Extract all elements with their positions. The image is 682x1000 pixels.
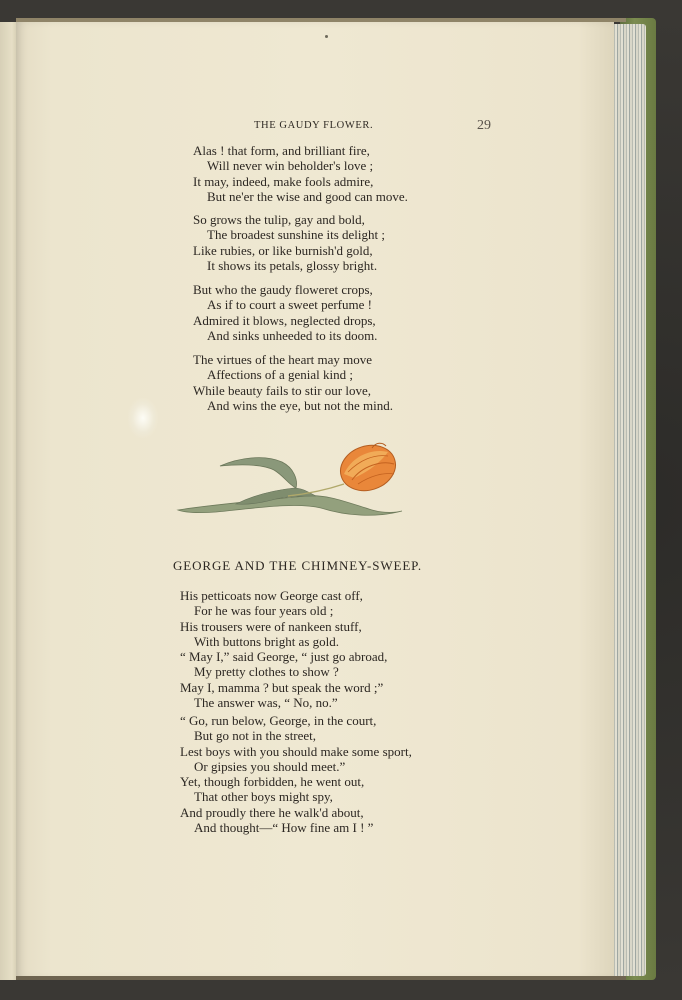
verse-line: The virtues of the heart may move [193, 352, 373, 367]
verse-line: But who the gaudy floweret crops, [193, 282, 373, 297]
poem1-stanza-2 [193, 212, 385, 273]
verse-line: For he was four years old ; [194, 603, 334, 619]
verse-line: Or gipsies you should meet.” [194, 758, 346, 774]
verse-line: That other boys might spy, [194, 789, 333, 805]
verse-line: Like rubies, or like burnish'd gold, [193, 242, 373, 258]
verse-line: Yet, though forbidden, he went out, [180, 774, 365, 790]
poem1-stanza-4 [193, 352, 393, 413]
verse-line: But ne'er the wise and good can move. [207, 188, 408, 204]
verse-line: But go not in the street, [194, 728, 317, 744]
verse-line: His trousers were of nankeen stuff, [180, 618, 362, 634]
verse-line: It may, indeed, make fools admire, [193, 173, 374, 189]
verse-line: May I, mamma ? but speak the word ;” [180, 679, 384, 695]
verse-line: While beauty fails to stir our love, [193, 382, 371, 398]
upper-leaf [220, 458, 296, 488]
verse-line: With buttons bright as gold. [194, 633, 339, 649]
poem2-stanza-1 [180, 588, 387, 710]
verse-line: And proudly there he walk'd about, [180, 804, 364, 820]
page-number: 29 [477, 118, 491, 133]
poem1-stanza-3 [193, 282, 377, 343]
tulip-flower [335, 438, 402, 497]
verse-line: Will never win beholder's love ; [207, 158, 374, 174]
verse-line: Admired it blows, neglected drops, [193, 312, 376, 328]
verse-line: My pretty clothes to show ? [194, 664, 339, 680]
verse-line: His petticoats now George cast off, [180, 588, 363, 603]
verse-line: Affections of a genial kind ; [207, 367, 353, 383]
section-title: GEORGE AND THE CHIMNEY-SWEEP. [173, 558, 423, 573]
lower-leaf [178, 496, 402, 516]
poem1-stanza-1 [193, 143, 408, 204]
verse-line: And sinks unheeded to its doom. [207, 327, 378, 343]
tulip-illustration-icon [176, 436, 406, 520]
verse-line: As if to court a sweet perfume ! [207, 297, 372, 313]
verse-line: The broadest sunshine its delight ; [207, 227, 386, 243]
verse-line: It shows its petals, glossy bright. [207, 257, 378, 273]
paper-speck [325, 35, 328, 38]
paper-stain [128, 398, 158, 438]
verse-line: The answer was, “ No, no.” [194, 695, 338, 711]
verse-line: “ May I,” said George, “ just go abroad, [180, 649, 388, 665]
verse-line: “ Go, run below, George, in the court, [180, 713, 377, 728]
running-head: THE GAUDY FLOWER. [254, 120, 374, 131]
verse-line: Lest boys with you should make some sport, [180, 743, 412, 759]
page-bottom-border [16, 976, 626, 980]
verse-line: So grows the tulip, gay and bold, [193, 212, 365, 227]
poem2-stanza-2 [180, 713, 412, 835]
verse-line: And thought—“ How fine am I ! ” [194, 820, 374, 836]
verse-line: And wins the eye, but not the mind. [207, 397, 393, 413]
verse-line: Alas ! that form, and brilliant fire, [193, 143, 370, 158]
